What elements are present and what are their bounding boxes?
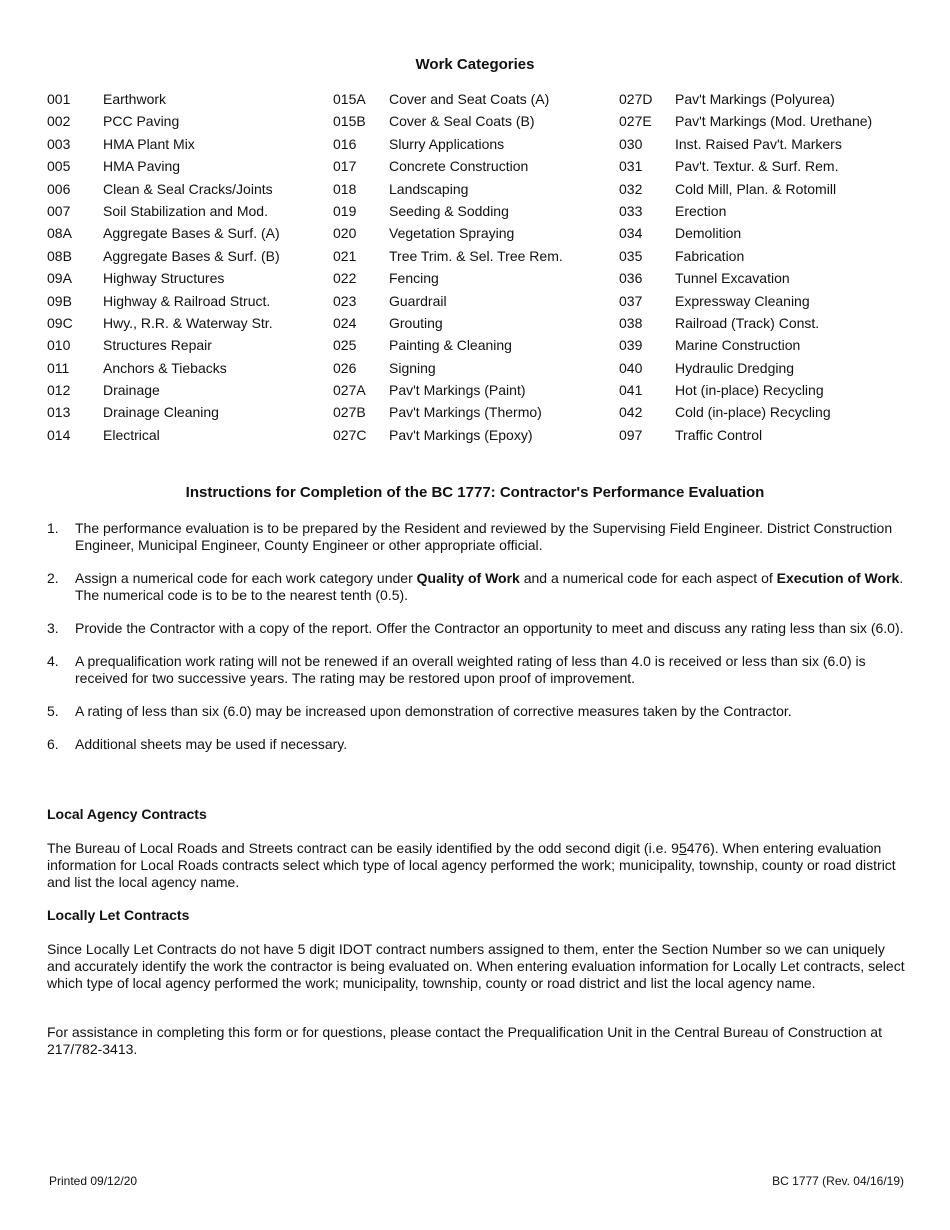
work-category-name: Inst. Raised Pav't. Markers bbox=[675, 135, 842, 152]
work-category-column-1 bbox=[47, 88, 280, 446]
work-category-row bbox=[619, 424, 872, 446]
work-category-row bbox=[47, 110, 280, 132]
work-category-row bbox=[333, 379, 563, 401]
work-category-row bbox=[333, 267, 563, 289]
work-category-row bbox=[619, 133, 872, 155]
work-category-column-3 bbox=[619, 88, 872, 446]
work-category-row bbox=[619, 200, 872, 222]
work-category-row bbox=[333, 357, 563, 379]
work-category-row bbox=[47, 267, 280, 289]
work-category-code: 09A bbox=[47, 270, 72, 287]
work-category-code: 040 bbox=[619, 359, 643, 376]
work-category-name: Fabrication bbox=[675, 247, 745, 264]
work-category-row bbox=[333, 200, 563, 222]
work-category-row bbox=[619, 222, 872, 244]
work-category-code: 031 bbox=[619, 158, 643, 175]
work-category-row bbox=[619, 110, 872, 132]
work-category-row bbox=[333, 110, 563, 132]
work-category-row bbox=[619, 334, 872, 356]
work-category-row bbox=[47, 200, 280, 222]
instruction-text: A rating of less than six (6.0) may be increased upon demonstration of corrective measures taken by the Contractor. bbox=[75, 703, 792, 719]
work-category-row bbox=[333, 290, 563, 312]
work-category-code: 007 bbox=[47, 202, 71, 219]
work-category-name: Aggregate Bases & Surf. (A) bbox=[103, 225, 280, 242]
work-category-row bbox=[619, 155, 872, 177]
work-category-row bbox=[333, 222, 563, 244]
work-category-name: Pav't Markings (Thermo) bbox=[389, 404, 542, 421]
instruction-text: The performance evaluation is to be prepared by the Resident and reviewed by the Supervising Field Engineer. District Construction Engineer, Municipal Engineer, County Engineer or other appropriate official. bbox=[75, 520, 893, 553]
work-category-name: Guardrail bbox=[389, 292, 447, 309]
work-category-name: Pav't Markings (Mod. Urethane) bbox=[675, 113, 873, 130]
printed-date: Printed 09/12/20 bbox=[49, 1174, 138, 1188]
work-category-name: Anchors & Tiebacks bbox=[103, 359, 227, 376]
work-category-name: HMA Plant Mix bbox=[103, 135, 195, 152]
work-category-code: 015B bbox=[333, 113, 366, 130]
instructions-list bbox=[47, 520, 907, 769]
work-category-code: 023 bbox=[333, 292, 357, 309]
work-category-code: 014 bbox=[47, 426, 71, 443]
work-category-name: Cover & Seal Coats (B) bbox=[389, 113, 535, 130]
work-category-row bbox=[47, 290, 280, 312]
work-category-code: 027D bbox=[619, 91, 653, 107]
work-category-code: 020 bbox=[333, 225, 357, 242]
work-category-row bbox=[333, 245, 563, 267]
work-category-name: Tree Trim. & Sel. Tree Rem. bbox=[389, 247, 563, 264]
work-category-code: 027A bbox=[333, 382, 366, 399]
work-category-row bbox=[333, 133, 563, 155]
work-category-name: Demolition bbox=[675, 225, 742, 242]
work-category-name: Traffic Control bbox=[675, 426, 763, 443]
instruction-number: 5. bbox=[47, 703, 59, 719]
work-category-name: Drainage bbox=[103, 382, 160, 399]
work-category-name: Clean & Seal Cracks/Joints bbox=[103, 180, 273, 197]
work-category-code: 002 bbox=[47, 113, 71, 130]
work-category-row bbox=[333, 312, 563, 334]
work-category-name: Landscaping bbox=[389, 180, 469, 197]
work-category-name: Expressway Cleaning bbox=[675, 292, 810, 309]
work-category-row bbox=[333, 178, 563, 200]
work-category-name: HMA Paving bbox=[103, 158, 181, 175]
work-category-row bbox=[47, 357, 280, 379]
quality-of-work-term: Quality of Work bbox=[416, 570, 520, 586]
work-category-code: 026 bbox=[333, 359, 357, 376]
work-category-code: 036 bbox=[619, 270, 643, 287]
work-category-row bbox=[47, 133, 280, 155]
work-category-code: 025 bbox=[333, 337, 357, 354]
work-category-name: Structures Repair bbox=[103, 337, 212, 354]
work-category-row bbox=[47, 401, 280, 423]
instruction-item bbox=[47, 570, 907, 604]
work-category-name: Slurry Applications bbox=[389, 135, 505, 152]
work-category-code: 017 bbox=[333, 158, 357, 175]
work-category-row bbox=[619, 178, 872, 200]
instruction-item bbox=[47, 703, 907, 720]
work-category-code: 038 bbox=[619, 314, 643, 331]
work-category-code: 035 bbox=[619, 247, 643, 264]
work-category-code: 037 bbox=[619, 292, 643, 309]
locally-let-section bbox=[47, 907, 907, 992]
work-category-row bbox=[47, 155, 280, 177]
work-category-row bbox=[619, 312, 872, 334]
instruction-item bbox=[47, 736, 907, 753]
instruction-text: Additional sheets may be used if necessary. bbox=[75, 736, 348, 752]
instruction-text: A prequalification work rating will not be renewed if an overall weighted rating of less than 4.0 is received or less than six (6.0) is received for two successive years. The rating may be restored upon proof of improvement. bbox=[75, 653, 866, 686]
work-category-name: Signing bbox=[389, 359, 436, 376]
instruction-number: 2. bbox=[47, 570, 59, 586]
work-category-row bbox=[47, 245, 280, 267]
work-category-code: 034 bbox=[619, 225, 643, 242]
work-category-row bbox=[333, 401, 563, 423]
local-agency-section bbox=[47, 806, 907, 891]
work-category-name: Concrete Construction bbox=[389, 158, 529, 175]
instruction-number: 3. bbox=[47, 620, 59, 636]
instruction-text: Provide the Contractor with a copy of the report. Offer the Contractor an opportunity to meet and discuss any rating less than six (6.0). bbox=[75, 620, 904, 636]
work-category-name: Earthwork bbox=[103, 91, 167, 107]
work-category-code: 003 bbox=[47, 135, 71, 152]
work-category-row bbox=[619, 88, 872, 110]
work-category-code: 042 bbox=[619, 404, 643, 421]
work-category-name: Vegetation Spraying bbox=[389, 225, 515, 242]
work-category-code: 024 bbox=[333, 314, 357, 331]
work-category-code: 08A bbox=[47, 225, 72, 242]
instruction-item bbox=[47, 620, 907, 637]
locally-let-text: Since Locally Let Contracts do not have 5 digit IDOT contract numbers assigned to them, enter the Section Number so we can uniquely and accurately identify the work the contractor is being evaluated on. When entering evaluation information for Locally Let contracts, select which type of local agency performed the work; municipality, township, county or road district and list the local agency name. bbox=[47, 941, 905, 991]
work-category-code: 032 bbox=[619, 180, 643, 197]
work-category-code: 012 bbox=[47, 382, 71, 399]
work-category-row bbox=[619, 245, 872, 267]
work-category-name: Cold Mill, Plan. & Rotomill bbox=[675, 180, 837, 197]
work-category-code: 001 bbox=[47, 91, 71, 107]
work-category-row bbox=[47, 312, 280, 334]
instruction-number: 1. bbox=[47, 520, 59, 536]
assistance-text: For assistance in completing this form or for questions, please contact the Prequalification Unit in the Central Bureau of Construction at 217/782-3413. bbox=[47, 1024, 882, 1057]
work-category-row bbox=[333, 334, 563, 356]
work-category-code: 022 bbox=[333, 270, 357, 287]
work-category-code: 027B bbox=[333, 404, 366, 421]
work-category-name: Marine Construction bbox=[675, 337, 801, 354]
work-category-code: 015A bbox=[333, 91, 366, 107]
work-category-row bbox=[333, 88, 563, 110]
odd-digit-example: 5 bbox=[678, 840, 687, 856]
work-category-row bbox=[333, 155, 563, 177]
work-category-name: PCC Paving bbox=[103, 113, 180, 130]
work-category-name: Pav't Markings (Epoxy) bbox=[389, 426, 533, 443]
work-category-name: Hot (in-place) Recycling bbox=[675, 382, 824, 399]
work-category-row bbox=[619, 357, 872, 379]
work-category-code: 09B bbox=[47, 292, 72, 309]
work-category-name: Painting & Cleaning bbox=[389, 337, 512, 354]
work-category-code: 018 bbox=[333, 180, 357, 197]
work-category-row bbox=[619, 267, 872, 289]
work-category-code: 039 bbox=[619, 337, 643, 354]
work-category-row bbox=[619, 290, 872, 312]
work-category-row bbox=[619, 401, 872, 423]
work-category-name: Highway Structures bbox=[103, 270, 225, 287]
work-category-code: 09C bbox=[47, 314, 73, 331]
work-category-code: 011 bbox=[47, 359, 70, 376]
instruction-item bbox=[47, 653, 907, 687]
work-category-code: 041 bbox=[619, 382, 643, 399]
work-category-name: Cold (in-place) Recycling bbox=[675, 404, 831, 421]
work-category-row bbox=[47, 88, 280, 110]
work-category-name: Erection bbox=[675, 202, 727, 219]
work-category-code: 033 bbox=[619, 202, 643, 219]
work-category-row bbox=[47, 222, 280, 244]
form-id: BC 1777 (Rev. 04/16/19) bbox=[772, 1174, 904, 1188]
work-category-name: Seeding & Sodding bbox=[389, 202, 509, 219]
page-title: Work Categories bbox=[415, 56, 535, 73]
locally-let-heading: Locally Let Contracts bbox=[47, 907, 190, 923]
work-category-code: 027E bbox=[619, 113, 652, 130]
work-category-code: 027C bbox=[333, 426, 367, 443]
work-category-code: 030 bbox=[619, 135, 643, 152]
instruction-text: Assign a numerical code for each work category under Quality of Work and a numerical code for each aspect of Execution of Work. The numerical code is to be to the nearest tenth (0.5). bbox=[75, 570, 904, 603]
work-category-row bbox=[47, 424, 280, 446]
work-category-name: Hwy., R.R. & Waterway Str. bbox=[103, 314, 273, 331]
instruction-item bbox=[47, 520, 907, 554]
work-category-code: 021 bbox=[333, 247, 357, 264]
work-category-name: Tunnel Excavation bbox=[675, 270, 790, 287]
work-category-code: 013 bbox=[47, 404, 71, 421]
instruction-number: 4. bbox=[47, 653, 59, 669]
instruction-number: 6. bbox=[47, 736, 59, 752]
work-category-code: 006 bbox=[47, 180, 71, 197]
work-category-name: Grouting bbox=[389, 314, 443, 331]
work-category-row bbox=[47, 334, 280, 356]
work-category-row bbox=[47, 379, 280, 401]
work-category-code: 005 bbox=[47, 158, 71, 175]
work-category-name: Aggregate Bases & Surf. (B) bbox=[103, 247, 280, 264]
work-category-name: Railroad (Track) Const. bbox=[675, 314, 820, 331]
work-category-name: Pav't Markings (Paint) bbox=[389, 382, 526, 399]
work-category-code: 010 bbox=[47, 337, 71, 354]
execution-of-work-term: Execution of Work bbox=[776, 570, 900, 586]
work-category-name: Cover and Seat Coats (A) bbox=[389, 91, 550, 107]
work-category-code: 097 bbox=[619, 426, 643, 443]
work-category-name: Drainage Cleaning bbox=[103, 404, 219, 421]
work-category-code: 019 bbox=[333, 202, 357, 219]
work-category-name: Soil Stabilization and Mod. bbox=[103, 202, 268, 219]
local-agency-heading: Local Agency Contracts bbox=[47, 806, 207, 822]
work-category-row bbox=[619, 379, 872, 401]
work-category-name: Pav't Markings (Polyurea) bbox=[675, 91, 835, 107]
work-category-row bbox=[47, 178, 280, 200]
work-category-name: Pav't. Textur. & Surf. Rem. bbox=[675, 158, 839, 175]
local-agency-text: The Bureau of Local Roads and Streets contract can be easily identified by the odd second digit (i.e. 95476). When entering evaluation information for Local Roads contracts select which type of local agency performed the work; municipality, township, county or road district and list the local agency name. bbox=[47, 840, 896, 890]
work-category-name: Highway & Railroad Struct. bbox=[103, 292, 271, 309]
work-category-name: Fencing bbox=[389, 270, 439, 287]
work-category-code: 08B bbox=[47, 247, 72, 264]
work-category-name: Hydraulic Dredging bbox=[675, 359, 795, 376]
work-category-column-2 bbox=[333, 88, 563, 446]
work-category-code: 016 bbox=[333, 135, 357, 152]
work-category-name: Electrical bbox=[103, 426, 160, 443]
work-category-row bbox=[333, 424, 563, 446]
instructions-title: Instructions for Completion of the BC 1777: Contractor's Performance Evaluation bbox=[185, 484, 765, 501]
